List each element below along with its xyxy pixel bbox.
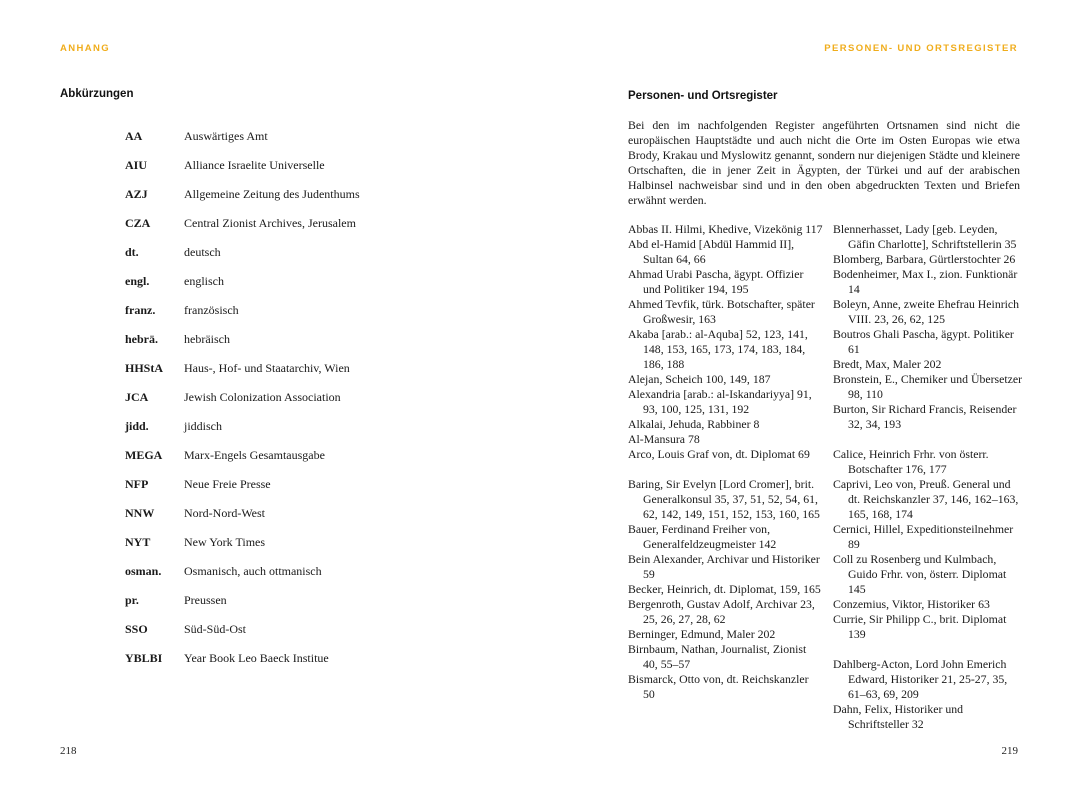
abbreviation-value: französisch <box>184 303 239 317</box>
page-number-right: 219 <box>1001 745 1018 757</box>
abbreviation-value: Marx-Engels Gesamtausgabe <box>184 448 325 462</box>
index-entry: Berninger, Edmund, Maler 202 <box>628 627 776 641</box>
abbreviation-key: AA <box>125 129 143 143</box>
index-entry: Coll zu Rosenberg und Kulmbach, Guido Frhr. von, österr. Diplomat 145 <box>833 552 1007 596</box>
abbreviation-key: engl. <box>125 274 150 288</box>
abbreviation-row <box>125 331 360 360</box>
abbreviation-value: Osmanisch, auch ottmanisch <box>184 564 322 578</box>
abbreviation-row <box>125 215 360 244</box>
index-column-1 <box>628 222 823 702</box>
index-entry: Ahmed Tevfik, türk. Botschafter, später Großwesir, 163 <box>628 297 815 326</box>
index-entry: Dahn, Felix, Historiker und Schriftsteller 32 <box>833 702 964 731</box>
index-entry: Currie, Sir Philipp C., brit. Diplomat 139 <box>833 612 1007 641</box>
abbreviation-key: hebrä. <box>125 332 158 346</box>
abbreviation-row <box>125 128 360 157</box>
abbreviation-value: Alliance Israelite Universelle <box>184 158 325 172</box>
abbreviation-row <box>125 273 360 302</box>
abbreviation-value: Jewish Colonization Association <box>184 390 341 404</box>
index-gap <box>833 432 1025 447</box>
index-entry: Boutros Ghali Pascha, ägypt. Politiker 61 <box>833 327 1014 356</box>
abbreviation-key: AZJ <box>125 187 148 201</box>
abbreviation-value: jiddisch <box>184 419 222 433</box>
abbreviation-value: hebräisch <box>184 332 230 346</box>
abbreviation-value: Haus-, Hof- und Staatarchiv, Wien <box>184 361 350 375</box>
abbreviation-row <box>125 563 360 592</box>
index-entry: Al-Mansura 78 <box>628 432 700 446</box>
abbreviation-key: franz. <box>125 303 156 317</box>
index-entry: Cernici, Hillel, Expeditionsteilnehmer 89 <box>833 522 1014 551</box>
abbreviation-key: AIU <box>125 158 148 172</box>
abbreviation-value: Auswärtiges Amt <box>184 129 268 143</box>
abbreviation-row <box>125 650 360 679</box>
index-entry: Bergenroth, Gustav Adolf, Archivar 23, 25, 26, 27, 28, 62 <box>628 597 815 626</box>
index-entry: Bein Alexander, Archivar und Historiker 59 <box>628 552 820 581</box>
abbreviation-row <box>125 621 360 650</box>
index-entry: Blennerhasset, Lady [geb. Leyden, Gäfin Charlotte], Schriftstellerin 35 <box>833 222 1017 251</box>
index-entry: Bronstein, E., Chemiker und Übersetzer 98, 110 <box>833 372 1023 401</box>
register-title: Personen- und Ortsregister <box>628 90 778 102</box>
index-entry: Caprivi, Leo von, Preuß. General und dt. Reichskanzler 37, 146, 162–163, 165, 168, 174 <box>833 477 1019 521</box>
abbreviation-key: dt. <box>125 245 139 259</box>
index-entry: Boleyn, Anne, zweite Ehefrau Heinrich VIII. 23, 26, 62, 125 <box>833 297 1020 326</box>
abbreviation-key: NFP <box>125 477 149 491</box>
index-entry: Conzemius, Viktor, Historiker 63 <box>833 597 990 611</box>
index-entry: Alejan, Scheich 100, 149, 187 <box>628 372 771 386</box>
abbreviation-value: New York Times <box>184 535 266 549</box>
abbreviation-row <box>125 157 360 186</box>
abbreviation-key: YBLBI <box>125 651 163 665</box>
index-entry: Bredt, Max, Maler 202 <box>833 357 942 371</box>
abbreviation-value: englisch <box>184 274 224 288</box>
abbreviation-row <box>125 418 360 447</box>
abbreviation-value: Preussen <box>184 593 227 607</box>
index-entry: Birnbaum, Nathan, Journalist, Zionist 40, 55–57 <box>628 642 807 671</box>
index-entry: Burton, Sir Richard Francis, Reisender 32, 34, 193 <box>833 402 1017 431</box>
index-entry: Ahmad Urabi Pascha, ägypt. Offizier und Politiker 194, 195 <box>628 267 804 296</box>
index-entry: Blomberg, Barbara, Gürtlerstochter 26 <box>833 252 1016 266</box>
index-entry: Akaba [arab.: al-Aquba] 52, 123, 141, 148, 153, 165, 173, 174, 183, 184, 186, 188 <box>628 327 808 371</box>
index-gap <box>628 462 823 477</box>
index-entry: Bodenheimer, Max I., zion. Funktionär 14 <box>833 267 1018 296</box>
abbreviation-value: Süd-Süd-Ost <box>184 622 247 636</box>
abbreviation-key: SSO <box>125 622 148 636</box>
abbreviation-value: Year Book Leo Baeck Institue <box>184 651 329 665</box>
abbreviation-row <box>125 244 360 273</box>
abbreviation-value: Neue Freie Presse <box>184 477 271 491</box>
index-entry: Bauer, Ferdinand Freiher von, Generalfeldzeugmeister 142 <box>628 522 777 551</box>
abbreviation-row <box>125 447 360 476</box>
index-entry: Dahlberg-Acton, Lord John Emerich Edward, Historiker 21, 25-27, 35, 61–63, 69, 209 <box>833 657 1008 701</box>
running-head-right: PERSONEN- UND ORTSREGISTER <box>824 43 1018 54</box>
abbreviation-key: pr. <box>125 593 139 607</box>
index-entry: Arco, Louis Graf von, dt. Diplomat 69 <box>628 447 810 461</box>
index-gap <box>833 642 1025 657</box>
abbreviation-value: Allgemeine Zeitung des Judenthums <box>184 187 360 201</box>
abbreviation-key: NYT <box>125 535 151 549</box>
abbreviation-value: Nord-Nord-West <box>184 506 266 520</box>
abbreviation-row <box>125 186 360 215</box>
register-intro: Bei den im nachfolgenden Register angeführten Ortsnamen sind nicht die europäischen Hauptstädte und auch nicht die Orte im Osten Europas wie etwa Brody, Krakau und Myslowitz genannt, sondern nur diejenigen Städte und kleinere Ortschaften, die in jener Zeit in Ägypten, der Türkei und auf der arabischen Halbinsel nachweisbar sind und in den oben abgedruckten Texten und Briefen erwähnt werden. <box>628 118 1020 208</box>
index-entry: Alkalai, Jehuda, Rabbiner 8 <box>628 417 760 431</box>
index-entry: Baring, Sir Evelyn [Lord Cromer], brit. Generalkonsul 35, 37, 51, 52, 54, 61, 62, 142, 149, 151, 152, 153, 160, 165 <box>628 477 820 521</box>
abbreviations-list <box>125 128 360 679</box>
abbreviations-title: Abkürzungen <box>60 88 134 100</box>
index-column-2 <box>833 222 1025 732</box>
abbreviation-value: Central Zionist Archives, Jerusalem <box>184 216 356 230</box>
abbreviation-key: JCA <box>125 390 149 404</box>
index-entry: Abd el-Hamid [Abdül Hammid II], Sultan 64, 66 <box>628 237 795 266</box>
index-entry: Bismarck, Otto von, dt. Reichskanzler 50 <box>628 672 809 701</box>
abbreviation-row <box>125 302 360 331</box>
abbreviation-key: osman. <box>125 564 162 578</box>
abbreviation-key: NNW <box>125 506 155 520</box>
abbreviation-row <box>125 360 360 389</box>
abbreviation-row <box>125 592 360 621</box>
abbreviation-row <box>125 534 360 563</box>
index-entry: Becker, Heinrich, dt. Diplomat, 159, 165 <box>628 582 821 596</box>
abbreviation-key: HHStA <box>125 361 164 375</box>
abbreviation-value: deutsch <box>184 245 221 259</box>
index-entry: Alexandria [arab.: al-Iskandariyya] 91, 93, 100, 125, 131, 192 <box>628 387 812 416</box>
abbreviation-row <box>125 505 360 534</box>
abbreviation-row <box>125 476 360 505</box>
abbreviation-key: jidd. <box>125 419 149 433</box>
abbreviation-key: CZA <box>125 216 151 230</box>
index-entry: Calice, Heinrich Frhr. von österr. Botschafter 176, 177 <box>833 447 989 476</box>
page-number-left: 218 <box>60 745 77 757</box>
index-entry: Abbas II. Hilmi, Khedive, Vizekönig 117 <box>628 222 823 236</box>
right-page <box>539 0 1078 800</box>
abbreviation-key: MEGA <box>125 448 163 462</box>
abbreviation-row <box>125 389 360 418</box>
running-head-left: ANHANG <box>60 43 111 54</box>
